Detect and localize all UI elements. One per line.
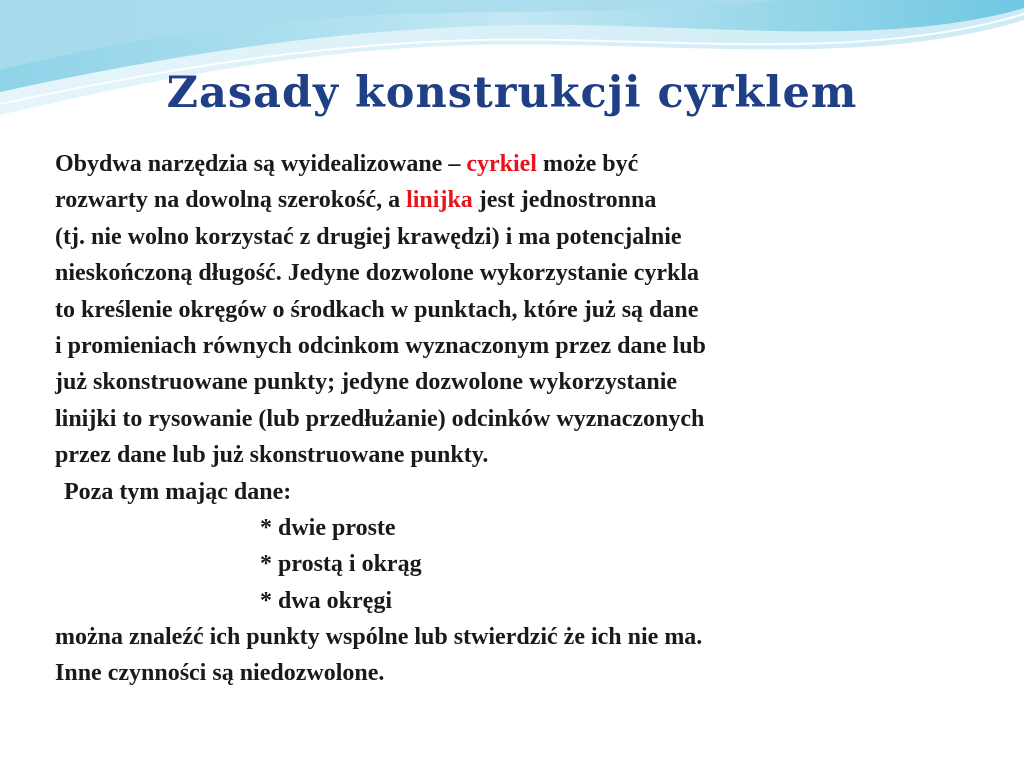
body-line: już skonstruowane punkty; jedyne dozwolone wykorzystanie (55, 369, 678, 396)
body-line: i promieniach równych odcinkom wyznaczonym przez dane lub (55, 332, 706, 359)
body-line: rozwarty na dowolną szerokość, a linijka jest jednostronna (55, 187, 657, 214)
slide-body (55, 146, 985, 692)
given-item: * dwie proste (260, 514, 396, 541)
given-item: * dwa okręgi (260, 587, 392, 614)
highlight-linijka: linijka (406, 187, 473, 214)
conclusion-line: można znaleźć ich punkty wspólne lub stwierdzić że ich nie ma. (55, 624, 703, 651)
highlight-cyrkiel: cyrkiel (466, 151, 537, 177)
slide-title: Zasady konstrukcji cyrklem (166, 68, 858, 118)
body-line: to kreślenie okręgów o środkach w punktach, które już są dane (55, 296, 699, 323)
body-line: (tj. nie wolno korzystać z drugiej krawędzi) i ma potencjalnie (55, 223, 682, 250)
body-line: Obydwa narzędzia są wyidealizowane – cyrkiel może być (55, 151, 639, 177)
given-intro: Poza tym mając dane: (64, 478, 292, 505)
closing-line: Inne czynności są niedozwolone. (55, 660, 385, 687)
body-line: linijki to rysowanie (lub przedłużanie) odcinków wyznaczonych (55, 405, 705, 432)
body-line: przez dane lub już skonstruowane punkty. (55, 442, 489, 469)
given-item: * prostą i okrąg (260, 551, 422, 578)
body-line: nieskończoną długość. Jedyne dozwolone wykorzystanie cyrkla (55, 260, 700, 287)
